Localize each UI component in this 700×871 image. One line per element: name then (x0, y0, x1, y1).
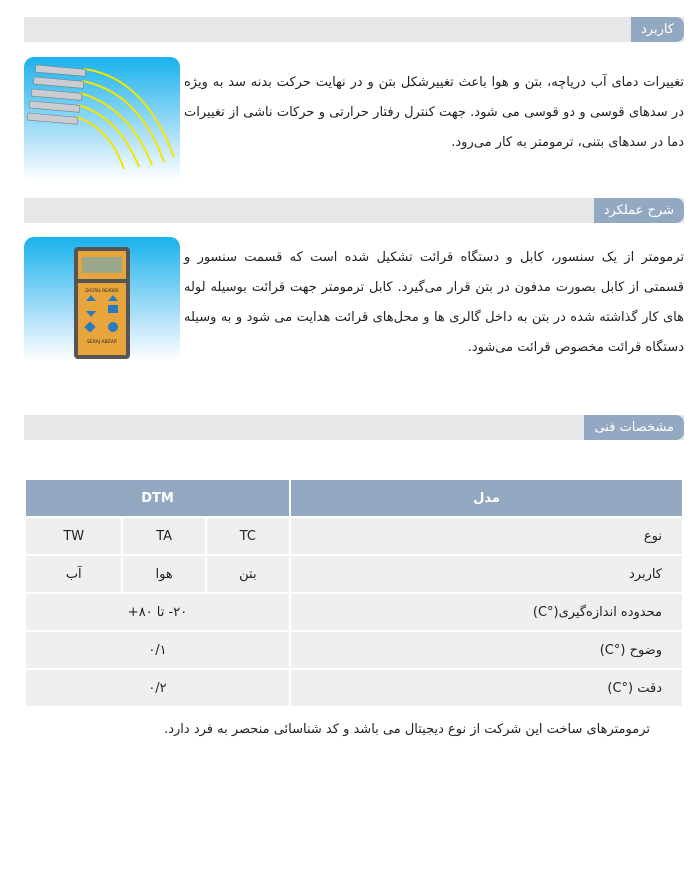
device-label: DIGITAL READER (85, 288, 119, 293)
cell: آب (25, 555, 122, 593)
row-label: نوع (290, 517, 683, 555)
device-brand: SERAJ ABZAR (87, 340, 117, 345)
section-title: مشخصات فنی (584, 415, 684, 440)
row-label: وضوح (°C) (290, 631, 683, 669)
digital-reader-image (24, 237, 180, 362)
row-label: دقت (°C) (290, 669, 683, 707)
cell: ۰/۱ (25, 631, 290, 669)
footer-note: ترمومترهای ساخت این شرکت از نوع دیجیتال می باشد و کد شناسائی منحصر به فرد دارد. (164, 722, 650, 737)
cell: TA (122, 517, 205, 555)
table-row (25, 517, 683, 555)
cell: ۰/۲ (25, 669, 290, 707)
row-label: کاربرد (290, 555, 683, 593)
row-label: محدوده اندازه‌گیری(°C) (290, 593, 683, 631)
table-row (25, 555, 683, 593)
cell: TC (206, 517, 290, 555)
section-header-specs (24, 415, 684, 440)
table-row (25, 593, 683, 631)
table-row (25, 631, 683, 669)
cell: TW (25, 517, 122, 555)
cell: هوا (122, 555, 205, 593)
cell: بتن (206, 555, 290, 593)
table-header-row (25, 479, 683, 517)
header-model-label: مدل (290, 479, 683, 517)
usage-text: تغییرات دمای آب دریاچه، بتن و هوا باعث تغییرشکل بتن و در نهایت حرکت بدنه سد به ویژه در سدهای قوسی و دو قوسی می شود. جهت کنترل رفتار حرارتی و حرکات ناشی از تغییرات دما در سدهای بتنی، ترمومتر به کار می‌رود. (184, 75, 684, 150)
thermometer-sensors-image (24, 57, 180, 182)
cell: ۲۰- تا ۸۰+ (25, 593, 290, 631)
section-title: شرح عملکرد (594, 198, 684, 223)
digital-reader-device-icon (24, 237, 180, 362)
specs-table (24, 478, 684, 708)
table-row (25, 669, 683, 707)
section-header-usage (24, 17, 684, 42)
sensor-cables-icon (24, 57, 180, 182)
operation-text: ترمومتر از یک سنسور، کابل و دستگاه قرائت تشکیل شده است که قسمت سنسور و قسمتی از کابل بصورت مدفون در بتن قرار می‌گیرد. کابل ترمومتر جهت قرائت بوسیله لوله های کار گذاشته شده در بتن به داخل گالری ها و محل‌های قرائت هدایت می شود و به وسیله دستگاه قرائت مخصوص قرائت می‌شود. (184, 250, 684, 355)
section-header-operation (24, 198, 684, 223)
header-model-value: DTM (25, 479, 290, 517)
section-title: کاربرد (631, 17, 684, 42)
